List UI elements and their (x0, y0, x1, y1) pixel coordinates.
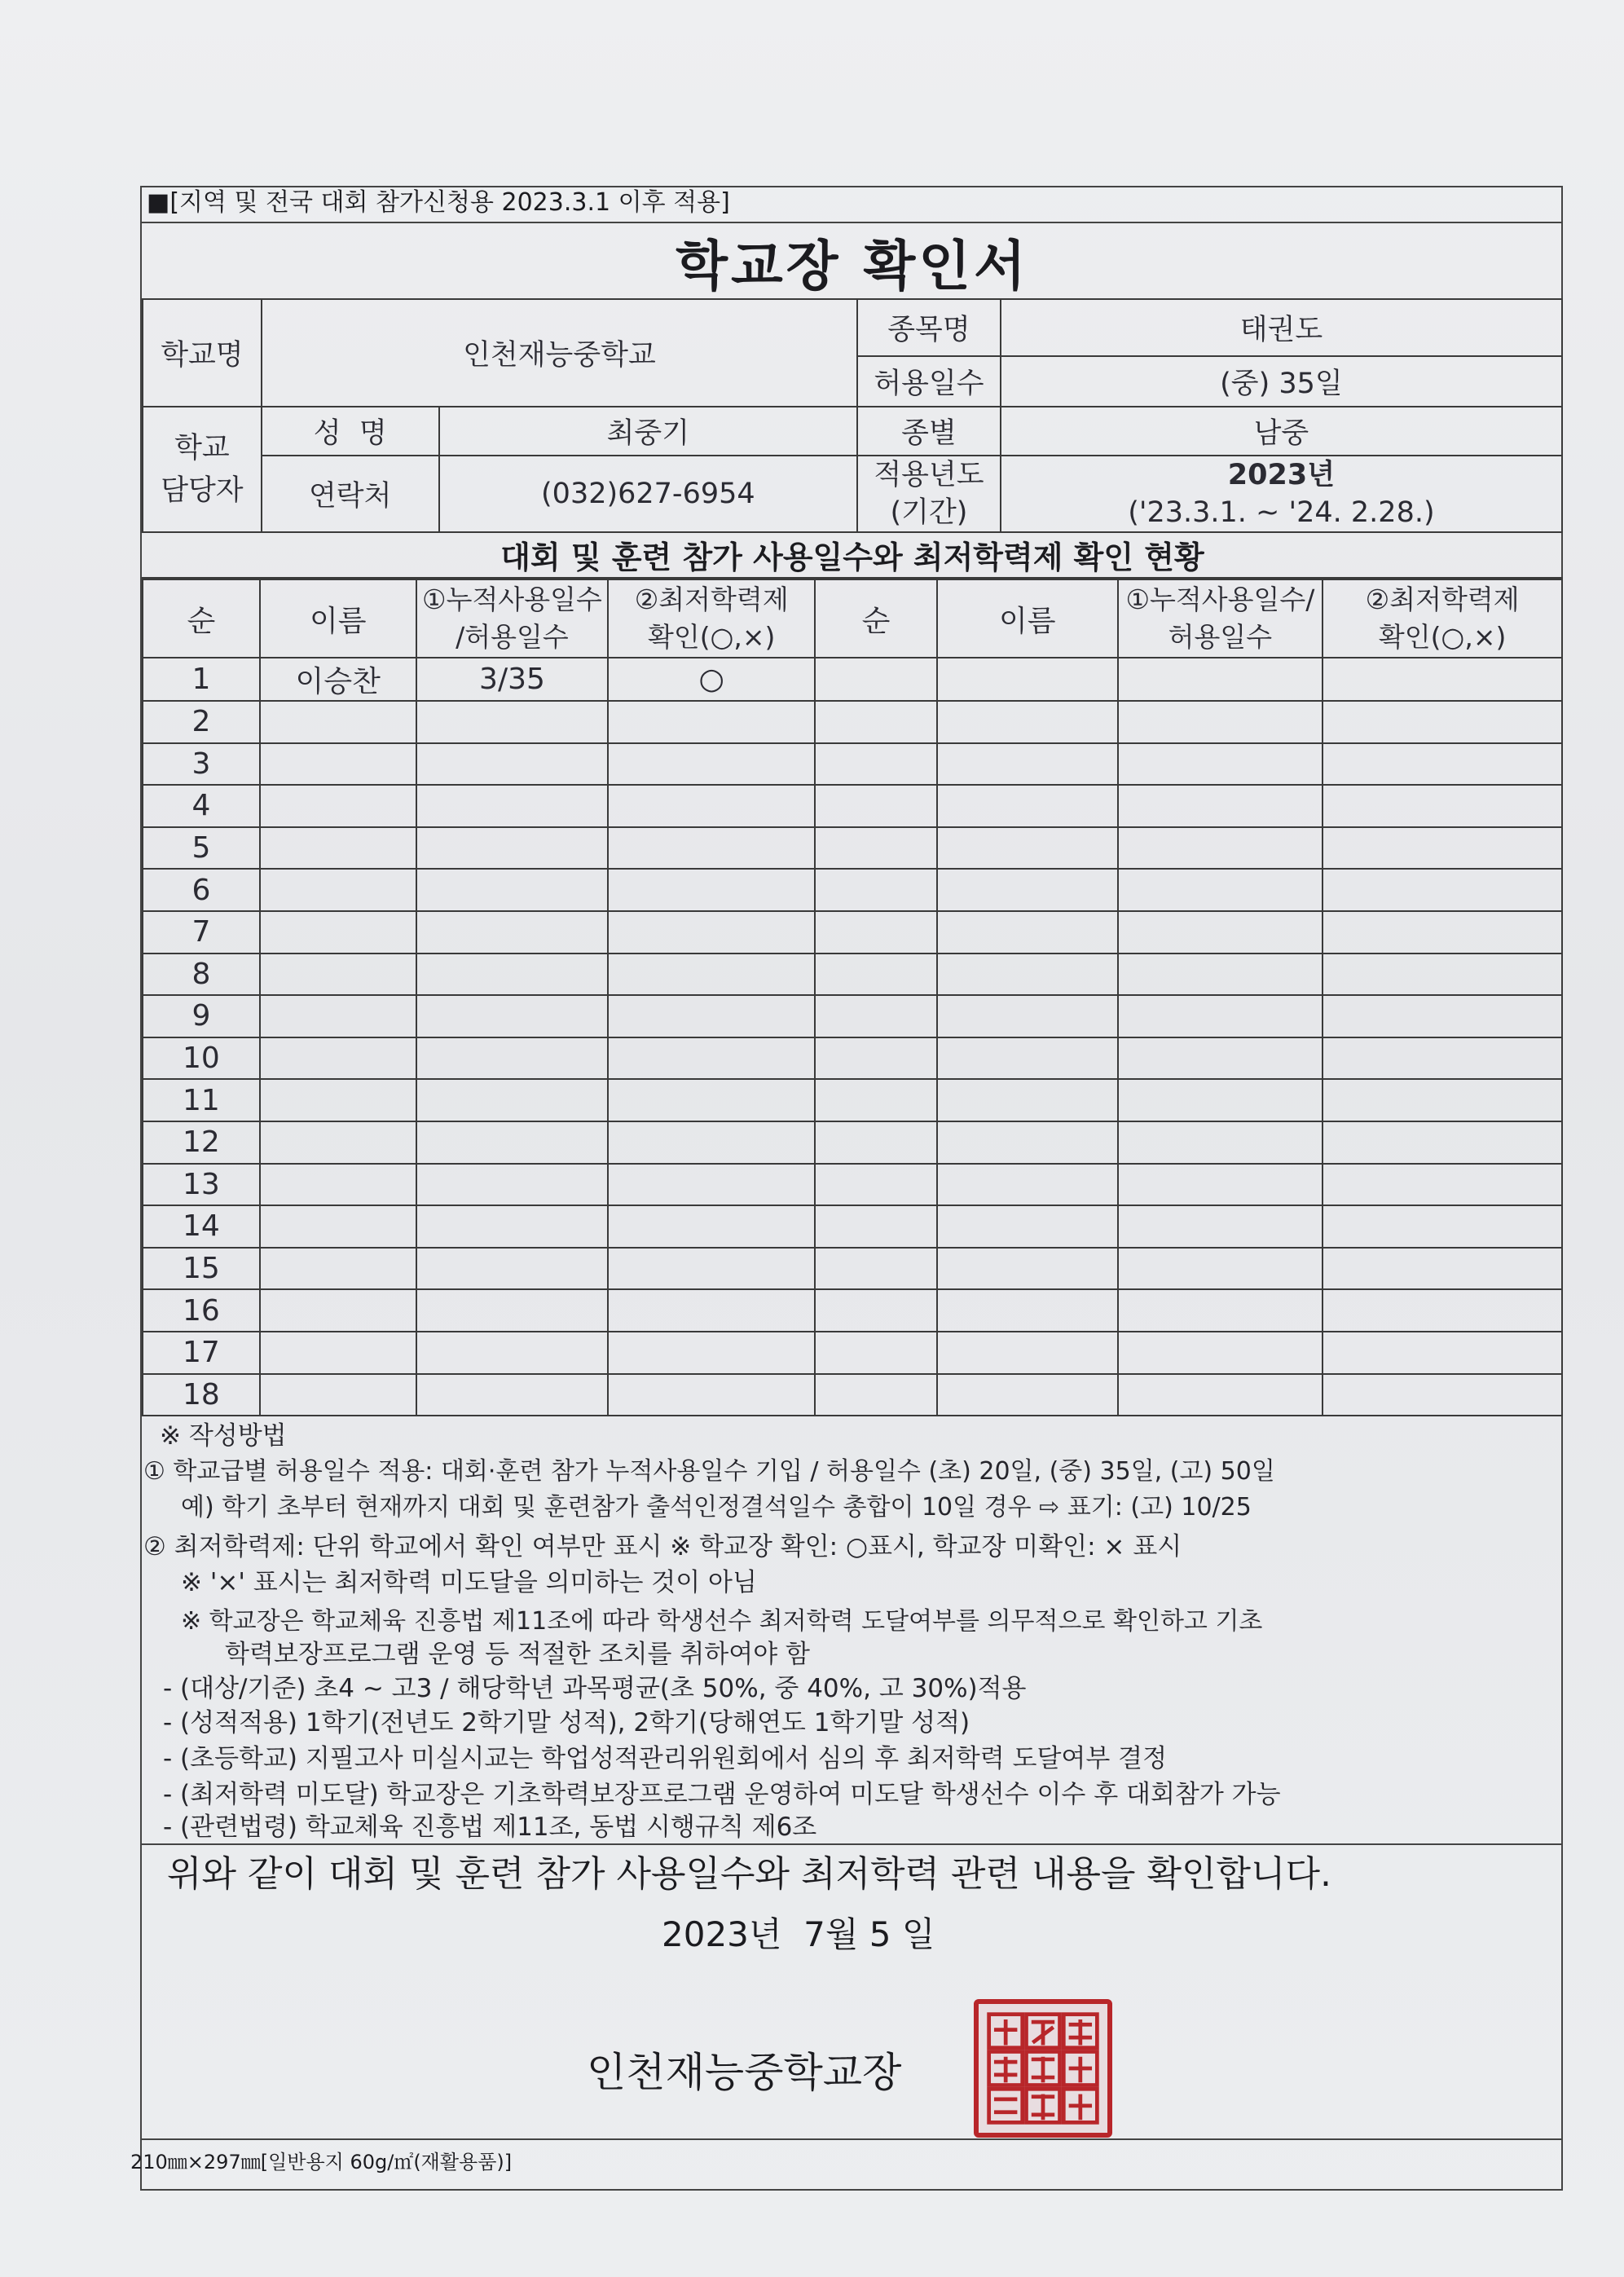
academic-check (608, 827, 815, 870)
principal-title: 인천재능중학교장 (587, 2049, 902, 2096)
row-number: 14 (143, 1205, 260, 1248)
row-number: 4 (143, 785, 260, 827)
student-name (260, 954, 416, 996)
academic-check-right (1323, 1332, 1562, 1374)
col-header-days-right (1118, 579, 1323, 658)
table-row (143, 911, 1562, 954)
academic-check-right (1323, 954, 1562, 996)
category-value: 남중 (1001, 407, 1562, 456)
academic-check-right (1323, 995, 1562, 1037)
row-number: 11 (143, 1079, 260, 1121)
days-used-right (1118, 954, 1323, 996)
academic-check (608, 869, 815, 911)
table-row (143, 1037, 1562, 1080)
days-used (416, 1289, 609, 1332)
days-used-right (1118, 827, 1323, 870)
divider (142, 1843, 1563, 1845)
note-line: - (성적적용) 1학기(전년도 2학기말 성적), 2학기(당해연도 1학기말 성적) (163, 1708, 970, 1737)
student-name (260, 1289, 416, 1332)
row-number-right (815, 1332, 937, 1374)
table-row (143, 1289, 1562, 1332)
academic-check (608, 995, 815, 1037)
academic-check-right (1323, 785, 1562, 827)
year: 2023년 (1227, 459, 1336, 491)
col-header-check-line2: 확인(○,×) (647, 621, 776, 653)
academic-check (608, 1332, 815, 1374)
student-name (260, 1248, 416, 1290)
student-name-right (937, 785, 1118, 827)
allowed-days-label: 허용일수 (857, 356, 1001, 407)
academic-check-right (1323, 1248, 1562, 1290)
event-value: 태권도 (1001, 299, 1562, 356)
student-name-right (937, 1374, 1118, 1416)
days-used (416, 701, 609, 743)
student-name (260, 1037, 416, 1080)
student-name (260, 1079, 416, 1121)
days-used-right (1118, 995, 1323, 1037)
paper-spec: 210㎜×297㎜[일반용지 60g/㎡(재활용품)] (130, 2151, 513, 2174)
academic-check-right (1323, 1164, 1562, 1206)
days-used (416, 827, 609, 870)
student-name-right (937, 911, 1118, 954)
note-line: - (대상/기준) 초4 ~ 고3 / 해당학년 과목평균(초 50%, 중 40%, 고 30%)적용 (163, 1674, 1027, 1703)
days-used: 3/35 (416, 658, 609, 701)
academic-check-right (1323, 701, 1562, 743)
seal-graphic (979, 2004, 1107, 2133)
days-used (416, 1079, 609, 1121)
student-name-right (937, 1332, 1118, 1374)
year-label-line1: 적용년도 (874, 459, 984, 491)
student-name-right (937, 869, 1118, 911)
days-used-right (1118, 1289, 1323, 1332)
student-name-right (937, 1205, 1118, 1248)
academic-check (608, 1164, 815, 1206)
col-header-check-right (1323, 579, 1562, 658)
table-row (143, 1079, 1562, 1121)
student-name (260, 995, 416, 1037)
note-line: - (초등학교) 지필고사 미실시교는 학업성적관리위원회에서 심의 후 최저학력 도달여부 결정 (163, 1744, 1168, 1773)
days-used-right (1118, 1374, 1323, 1416)
school-name-label: 학교명 (143, 299, 262, 407)
student-name-right (937, 701, 1118, 743)
row-number-right (815, 911, 937, 954)
col-header-check-right-line2: 확인(○,×) (1378, 621, 1507, 653)
row-number-right (815, 954, 937, 996)
days-used-right (1118, 1332, 1323, 1374)
row-number-right (815, 1248, 937, 1290)
student-name-right (937, 1248, 1118, 1290)
table-row (143, 1332, 1562, 1374)
year-value (1001, 456, 1562, 532)
row-number-right (815, 827, 937, 870)
days-used-right (1118, 1248, 1323, 1290)
col-header-days-right-line1: ①누적사용일수/ (1125, 584, 1315, 615)
academic-check-right (1323, 1121, 1562, 1164)
days-used-right (1118, 1164, 1323, 1206)
school-name: 인천재능중학교 (262, 299, 857, 407)
row-number-right (815, 785, 937, 827)
days-used (416, 869, 609, 911)
days-used-right (1118, 911, 1323, 954)
note-line: ① 학교급별 허용일수 적용: 대회·훈련 참가 누적사용일수 기입 / 허용일수 (초) 20일, (중) 35일, (고) 50일 (143, 1457, 1275, 1486)
student-name: 이승찬 (260, 658, 416, 701)
student-name-right (937, 1164, 1118, 1206)
academic-check-right (1323, 1374, 1562, 1416)
student-name (260, 911, 416, 954)
days-used-right (1118, 1121, 1323, 1164)
days-used (416, 954, 609, 996)
days-used (416, 1374, 609, 1416)
row-number: 10 (143, 1037, 260, 1080)
days-used (416, 1121, 609, 1164)
student-name-right (937, 1037, 1118, 1080)
col-header-days-right-line2: 허용일수 (1168, 621, 1273, 653)
days-used (416, 785, 609, 827)
row-number: 5 (143, 827, 260, 870)
days-used (416, 1248, 609, 1290)
row-number: 17 (143, 1332, 260, 1374)
table-row (143, 1205, 1562, 1248)
row-number-right (815, 701, 937, 743)
note-line: ※ 학교장은 학교체육 진흥법 제11조에 따라 학생선수 최저학력 도달여부를 의무적으로 확인하고 기초 (181, 1607, 1263, 1636)
academic-check-right (1323, 1289, 1562, 1332)
student-name (260, 1332, 416, 1374)
row-number-right (815, 995, 937, 1037)
col-header-no: 순 (143, 579, 260, 658)
days-used (416, 1164, 609, 1206)
manager-label-line1: 학교 (174, 432, 230, 465)
academic-check (608, 1374, 815, 1416)
student-name (260, 869, 416, 911)
academic-check (608, 911, 815, 954)
academic-check-right (1323, 827, 1562, 870)
table-row (143, 1248, 1562, 1290)
row-number-right (815, 1205, 937, 1248)
col-header-days (416, 579, 609, 658)
academic-check-right (1323, 1079, 1562, 1121)
days-used (416, 743, 609, 786)
row-number: 18 (143, 1374, 260, 1416)
academic-check (608, 954, 815, 996)
days-used (416, 995, 609, 1037)
academic-check (608, 1121, 815, 1164)
academic-check-right (1323, 869, 1562, 911)
col-header-name-right: 이름 (937, 579, 1118, 658)
student-name-right (937, 658, 1118, 701)
note-line: ※ '×' 표시는 최저학력 미도달을 의미하는 것이 아님 (181, 1568, 757, 1597)
table-row (143, 869, 1562, 911)
academic-check-right (1323, 743, 1562, 786)
contact-value: (032)627-6954 (439, 456, 857, 532)
row-number-right (815, 1079, 937, 1121)
row-number-right (815, 1037, 937, 1080)
info-table (142, 298, 1563, 533)
student-name-right (937, 954, 1118, 996)
row-number: 3 (143, 743, 260, 786)
section-title: 대회 및 훈련 참가 사용일수와 최저학력제 확인 현황 (142, 531, 1563, 579)
row-number: 13 (143, 1164, 260, 1206)
days-used (416, 911, 609, 954)
table-row (143, 827, 1562, 870)
row-number-right (815, 658, 937, 701)
col-header-name: 이름 (260, 579, 416, 658)
days-used-right (1118, 1205, 1323, 1248)
student-name-right (937, 1121, 1118, 1164)
event-label: 종목명 (857, 299, 1001, 356)
row-number: 12 (143, 1121, 260, 1164)
academic-check (608, 1289, 815, 1332)
row-number: 1 (143, 658, 260, 701)
academic-check (608, 1037, 815, 1080)
academic-check (608, 1248, 815, 1290)
contact-label: 연락처 (262, 456, 439, 532)
manager-label-line2: 담당자 (161, 474, 244, 507)
col-header-days-line1: ①누적사용일수 (422, 584, 602, 615)
note-line: ※ 작성방법 (160, 1421, 287, 1451)
row-number-right (815, 1164, 937, 1206)
academic-check-right (1323, 911, 1562, 954)
student-name-right (937, 1289, 1118, 1332)
student-name-right (937, 995, 1118, 1037)
student-name (260, 1164, 416, 1206)
row-number: 16 (143, 1289, 260, 1332)
issue-date: 2023년 7월 5 일 (662, 1914, 935, 1954)
days-used-right (1118, 658, 1323, 701)
academic-check (608, 785, 815, 827)
days-used (416, 1205, 609, 1248)
academic-check (608, 743, 815, 786)
table-row (143, 743, 1562, 786)
academic-check-right (1323, 658, 1562, 701)
col-header-days-line2: /허용일수 (456, 621, 569, 653)
period: ('23.3.1. ~ '24. 2.28.) (1128, 496, 1435, 529)
table-row (143, 1121, 1562, 1164)
student-name-right (937, 1079, 1118, 1121)
note-line: 학력보장프로그램 운영 등 적절한 조치를 취하여야 함 (225, 1640, 810, 1669)
table-row (143, 995, 1562, 1037)
student-name (260, 1374, 416, 1416)
student-name-right (937, 743, 1118, 786)
student-name (260, 701, 416, 743)
row-number: 7 (143, 911, 260, 954)
days-used (416, 1332, 609, 1374)
person-name: 최중기 (439, 407, 857, 456)
days-used-right (1118, 1037, 1323, 1080)
row-number-right (815, 743, 937, 786)
note-line: - (관련법령) 학교체육 진흥법 제11조, 동법 시행규칙 제6조 (163, 1812, 817, 1842)
row-number: 2 (143, 701, 260, 743)
table-row (143, 1164, 1562, 1206)
category-label: 종별 (857, 407, 1001, 456)
academic-check-right (1323, 1037, 1562, 1080)
col-header-check (608, 579, 815, 658)
note-line: 예) 학기 초부터 현재까지 대회 및 훈련참가 출석인정결석일수 총합이 10일 경우 ⇨ 표기: (고) 10/25 (181, 1493, 1252, 1522)
table-row (143, 785, 1562, 827)
row-number: 15 (143, 1248, 260, 1290)
form-label: ■[지역 및 전국 대회 참가신청용 2023.3.1 이후 적용] (147, 188, 730, 217)
days-used-right (1118, 1079, 1323, 1121)
official-seal (974, 1999, 1112, 2138)
participation-table (142, 579, 1563, 1416)
row-number-right (815, 869, 937, 911)
row-number-right (815, 1121, 937, 1164)
allowed-days-value: (중) 35일 (1001, 356, 1562, 407)
academic-check (608, 1205, 815, 1248)
manager-label (143, 407, 262, 532)
person-name-label: 성 명 (262, 407, 439, 456)
row-number-right (815, 1289, 937, 1332)
days-used-right (1118, 701, 1323, 743)
row-number: 9 (143, 995, 260, 1037)
col-header-check-right-line1: ②최저학력제 (1365, 584, 1520, 615)
col-header-no-right: 순 (815, 579, 937, 658)
academic-check (608, 1079, 815, 1121)
document-title: 학교장 확인서 (676, 234, 1029, 297)
student-name (260, 827, 416, 870)
row-number-right (815, 1374, 937, 1416)
note-line: - (최저학력 미도달) 학교장은 기초학력보장프로그램 운영하여 미도달 학생선수 이수 후 대회참가 가능 (163, 1780, 1281, 1809)
academic-check-right (1323, 1205, 1562, 1248)
student-name (260, 785, 416, 827)
days-used-right (1118, 869, 1323, 911)
year-label (857, 456, 1001, 532)
student-name (260, 1205, 416, 1248)
days-used-right (1118, 743, 1323, 786)
confirm-statement: 위와 같이 대회 및 훈련 참가 사용일수와 최저학력 관련 내용을 확인합니다. (167, 1853, 1331, 1895)
student-name-right (937, 827, 1118, 870)
table-row (143, 658, 1562, 701)
row-number: 8 (143, 954, 260, 996)
days-used-right (1118, 785, 1323, 827)
student-name (260, 1121, 416, 1164)
table-row (143, 1374, 1562, 1416)
note-line: ② 최저학력제: 단위 학교에서 확인 여부만 표시 ※ 학교장 확인: ○표시, 학교장 미확인: × 표시 (143, 1532, 1182, 1561)
divider (142, 2138, 1563, 2140)
year-label-line2: (기간) (890, 496, 968, 529)
days-used (416, 1037, 609, 1080)
student-name (260, 743, 416, 786)
row-number: 6 (143, 869, 260, 911)
academic-check: ○ (608, 658, 815, 701)
academic-check (608, 701, 815, 743)
table-row (143, 954, 1562, 996)
table-row (143, 701, 1562, 743)
col-header-check-line1: ②최저학력제 (634, 584, 789, 615)
